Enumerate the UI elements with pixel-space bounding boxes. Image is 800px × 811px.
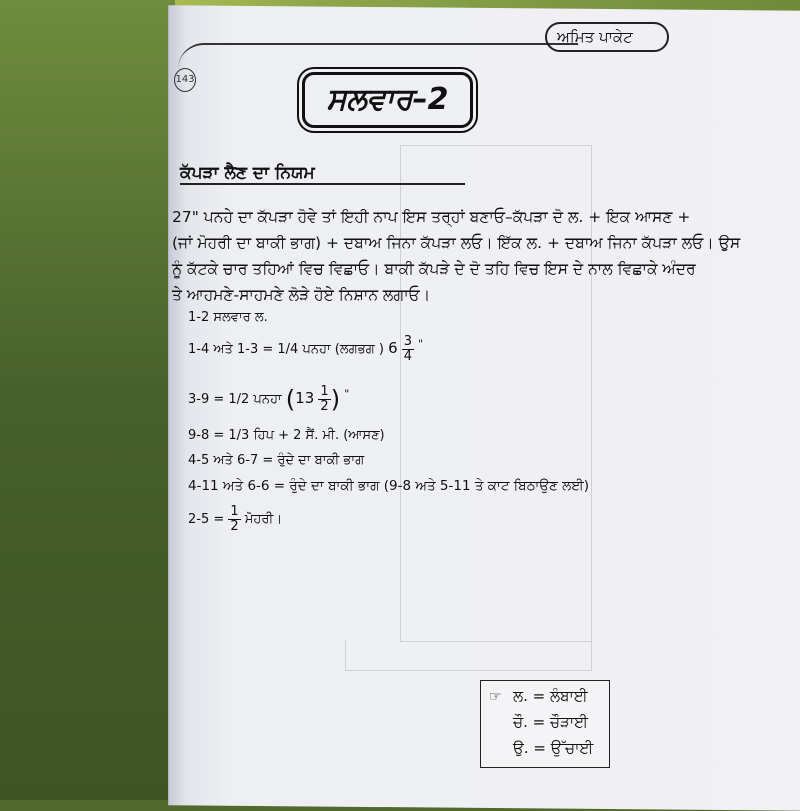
step-7 xyxy=(188,505,282,534)
step-7-text: 2-5 = xyxy=(188,512,225,527)
paragraph-line-4: ਤੇ ਆਹਮਣੇ-ਸਾਹਮਣੇ ਲੋੜੇ ਹੋਏ ਨਿਸ਼ਾਨ ਲਗਾਓ। xyxy=(172,286,431,304)
step-3-text: 3-9 = 1/2 ਪਨਹਾ xyxy=(188,392,282,407)
step-3: 3-9 = 1/2 ਪਨਹਾ (13 $\frac{1}{2}$ ) " xyxy=(188,384,350,414)
step-3-whole: 13 xyxy=(295,389,315,407)
step-2-inch-mark: " xyxy=(418,337,424,351)
page-number: 143 xyxy=(174,68,196,92)
header-rule xyxy=(178,43,578,69)
step-2-fraction xyxy=(402,335,414,364)
step-5: 4-5 ਅਤੇ 6-7 = ਰੁੰਦੇ ਦਾ ਬਾਕੀ ਭਾਗ xyxy=(188,453,365,468)
paragraph-line-3: ਨੂੰ ਕੱਟਕੇ ਚਾਰ ਤਹਿਆਂ ਵਿਚ ਵਿਛਾਓ। ਬਾਕੀ ਕੱਪੜੇ ਦੇ ਦੋ ਤਹਿ ਵਿਚ ਇਸ ਦੇ ਨਾਲ ਵਿਛਾਕੇ ਅੰਦਰ xyxy=(172,260,696,278)
legend-row-length: ਲ. = ਲੰਬਾਈ xyxy=(513,687,588,705)
step-3-numerator: 1 xyxy=(320,384,329,399)
paragraph-line-2: (ਜਾਂ ਮੋਹਰੀ ਦਾ ਬਾਕੀ ਭਾਗ) + ਦਬਾਅ ਜਿਨਾ ਕੱਪੜਾ ਲਓ। ਇੱਕ ਲ. + ਦਬਾਅ ਜਿਨਾ ਕੱਪੜਾ ਲਓ। ਉਸ xyxy=(172,234,741,252)
faint-drafting-base xyxy=(345,640,592,671)
step-6: 4-11 ਅਤੇ 6-6 = ਰੁੰਦੇ ਦਾ ਬਾਕੀ ਭਾਗ (9-8 ਅਤੇ 5-11 ਤੇ ਕਾਟ ਬਿਠਾਉਣ ਲਈ) xyxy=(188,478,590,494)
step-7-denominator: 2 xyxy=(230,519,239,534)
step-7-numerator: 1 xyxy=(230,504,239,519)
author-tag: ਅਮਿਤ ਪਾਕੇਟ xyxy=(545,22,669,52)
section-heading: ਕੱਪੜਾ ਲੈਣ ਦਾ ਨਿਯਮ xyxy=(180,163,465,185)
abbreviation-legend xyxy=(480,680,610,768)
legend-row-width: ਚੌ. = ਚੌੜਾਈ xyxy=(513,713,589,731)
step-3-fraction xyxy=(318,385,330,414)
step-4: 9-8 = 1/3 ਹਿਪ + 2 ਸੈਂ. ਮੀ. (ਆਸਣ) xyxy=(188,428,385,443)
pointing-hand-icon: ☞ xyxy=(489,689,502,705)
background-grass-left xyxy=(0,0,175,800)
step-1: 1-2 ਸਲਵਾਰ ਲ. xyxy=(188,310,268,325)
step-2-whole: 6 xyxy=(388,339,398,357)
page-title: ਸਲਵਾਰ–2 xyxy=(302,72,473,128)
paragraph-line-1: 27" ਪਨਹੇ ਦਾ ਕੱਪੜਾ ਹੋਵੇ ਤਾਂ ਇਹੀ ਨਾਪ ਇਸ ਤਰ੍ਹਾਂ ਬਣਾਓ–ਕੱਪੜਾ ਦੋ ਲ. + ਇਕ ਆਸਣ + xyxy=(172,208,691,226)
step-7-suffix: ਮੋਹਰੀ। xyxy=(244,512,283,527)
step-3-denominator: 2 xyxy=(320,399,329,414)
step-2 xyxy=(188,335,423,364)
step-2-text: 1-4 ਅਤੇ 1-3 = 1/4 ਪਨਹਾ (ਲਗਭਗ ) xyxy=(188,342,384,357)
step-3-inch-mark: " xyxy=(344,387,350,401)
step-7-fraction xyxy=(228,505,240,534)
step-2-denominator: 4 xyxy=(403,349,413,364)
step-2-numerator: 3 xyxy=(403,334,413,349)
legend-row-height: ਉ. = ਉੱਚਾਈ xyxy=(513,739,594,757)
